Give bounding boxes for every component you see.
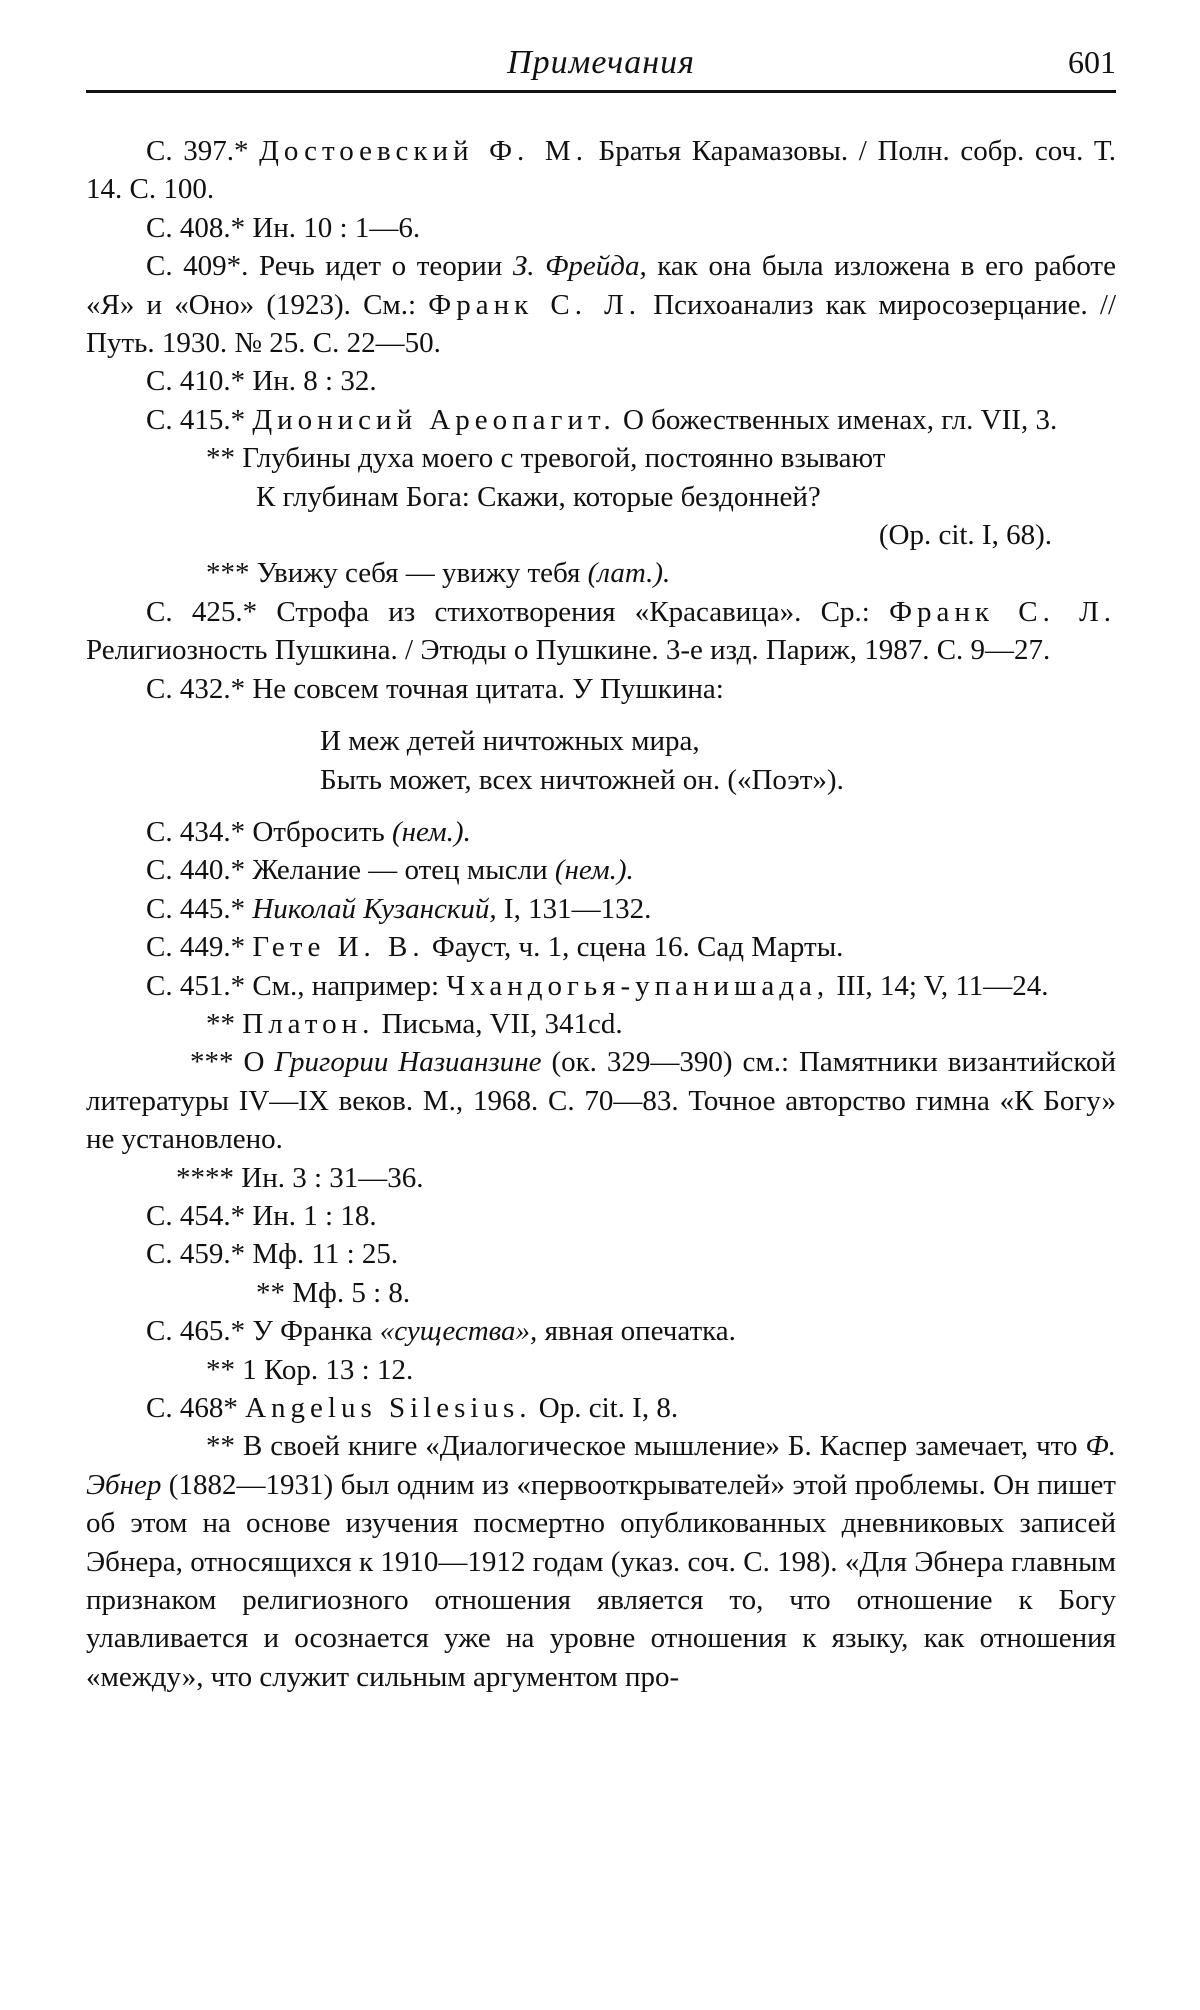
verse-line-2: Быть может, всех ничтожней он. («Поэт»). (320, 763, 844, 796)
poem-line-1: ** Глубины духа моего с тревогой, постоянно взывают (206, 442, 886, 475)
note-text: Братья Карамазовы. / Полн. собр. соч. Т. 14. С. 100. (86, 135, 1116, 206)
note-text: III, 14; V, 11—24. (829, 969, 1049, 1002)
running-title: Примечания (507, 44, 695, 81)
note-ref: *** О (190, 1046, 275, 1079)
note-432: С. 432.* Не совсем точная цитата. У Пушкина: (146, 672, 724, 705)
author-name: Ф. Эбнер (86, 1430, 1116, 1501)
note-text: (1882—1931) был одним из «первооткрывателей» этой проблемы. Он пишет об этом на основе изучения посмертно опубликованных дневниковых записей Эбнера, относящихся к 1910—1912 годам (указ. соч. С. 198). «Для Эбнера главным признаком религиозного отношения является то, что отношение к Богу улавливается и осознается уже на уровне отношения к языку, как отношения «между», что служит сильным аргументом про- (86, 1468, 1116, 1693)
note-text: О божественных именах, гл. VII, 3. (615, 403, 1058, 436)
note-440 (86, 851, 1116, 889)
note-text: *** Увижу себя — увижу тебя (206, 557, 588, 590)
note-text: Психоанализ как миросозерцание. // Путь. 1930. № 25. С. 22—50. (86, 288, 1117, 360)
note-ref: ** (206, 1007, 243, 1040)
spacer (86, 799, 1116, 813)
notes-body (86, 132, 1116, 1696)
note-text: С. 425.* Строфа из стихотворения «Красавица». Ср.: (146, 595, 890, 628)
note-397 (86, 132, 1116, 209)
note-text: явная опечатка. (537, 1315, 736, 1348)
author-name: Платон. (242, 1007, 375, 1040)
note-410: С. 410.* Ин. 8 : 32. (146, 365, 377, 398)
note-415 (86, 401, 1116, 439)
note-text: ** В своей книге «Диалогическое мышление» Б. Каспер замечает, что (206, 1430, 1086, 1463)
note-468-2 (86, 1427, 1116, 1696)
note-text: (ок. 329—390) см.: Памятники византийской литературы IV—IX веков. М., 1968. С. 70—83. Точное авторство гимна «К Богу» не установлено. (86, 1046, 1116, 1156)
page-number: 601 (1068, 44, 1116, 80)
author-name: З. Фрейда, (512, 250, 647, 283)
note-454: С. 454.* Ин. 1 : 18. (146, 1199, 377, 1232)
note-text: Op. cit. I, 8. (531, 1392, 679, 1424)
note-latin (86, 554, 1116, 592)
language-mark: (нем.). (554, 854, 634, 887)
note-408: С. 408.* Ин. 10 : 1—6. (146, 211, 421, 244)
note-451-3 (86, 1043, 1116, 1158)
language-mark: (лат.). (587, 557, 671, 590)
note-text: С. 465.* У Франка (146, 1315, 380, 1348)
page-header (86, 40, 1116, 93)
note-451 (86, 967, 1116, 1005)
note-text: С. 440.* Желание — отец мысли (146, 854, 555, 887)
note-465-2: ** 1 Кор. 13 : 12. (206, 1353, 414, 1386)
note-ref: С. 449.* (146, 931, 253, 964)
note-ref: С. 468* (146, 1392, 246, 1424)
note-text: Религиозность Пушкина. / Этюды о Пушкине. 3-е изд. Париж, 1987. С. 9—27. (86, 634, 1051, 667)
author-name: Григории Назианзине (274, 1046, 542, 1079)
language-mark: (нем.). (391, 815, 471, 848)
quoted-word: «существа», (379, 1315, 538, 1348)
note-465 (86, 1312, 1116, 1350)
note-text: С. 451.* См., например: (146, 969, 447, 1002)
note-409 (86, 247, 1116, 362)
note-449 (86, 928, 1116, 966)
note-459-2: ** Мф. 5 : 8. (256, 1276, 411, 1309)
author-name: Франк С. Л. (428, 288, 642, 321)
author-name: Дионисий Ареопагит. (252, 403, 616, 436)
author-name: Angelus Silesius. (245, 1392, 532, 1424)
note-text: С. 434.* Отбросить (146, 815, 392, 848)
note-ref: С. 445.* (146, 892, 253, 925)
work-title: Чхандогья-упанишада, (446, 969, 830, 1002)
note-425 (86, 593, 1116, 670)
author-name: Николай Кузанский, (252, 892, 497, 925)
note-text: Фауст, ч. 1, сцена 16. Сад Марты. (424, 931, 844, 964)
spacer (86, 708, 1116, 722)
poem-source: (Op. cit. I, 68). (878, 519, 1052, 552)
note-459: С. 459.* Мф. 11 : 25. (146, 1238, 399, 1271)
author-name: Гете И. В. (252, 931, 425, 964)
note-text: I, 131—132. (496, 892, 652, 925)
verse-line-1: И меж детей ничтожных мира, (320, 725, 700, 758)
note-text: С. 409*. Речь идет о теории (146, 250, 513, 283)
note-text: как она была изложена в его работе «Я» и «Оно» (1923). См.: (86, 250, 1116, 321)
note-451-2 (86, 1005, 1116, 1043)
note-451-4: **** Ин. 3 : 31—36. (176, 1161, 424, 1194)
note-ref: С. 415.* (146, 403, 253, 436)
author-name: Достоевский Ф. М. (259, 135, 588, 167)
note-ref: С. 397.* (146, 135, 260, 167)
note-468 (86, 1389, 1116, 1427)
note-text: Письма, VII, 341cd. (374, 1007, 623, 1040)
note-434 (86, 813, 1116, 851)
author-name: Франк С. Л. (889, 595, 1116, 628)
poem-line-2: К глубинам Бога: Скажи, которые бездонней? (256, 480, 821, 513)
note-445 (86, 890, 1116, 928)
